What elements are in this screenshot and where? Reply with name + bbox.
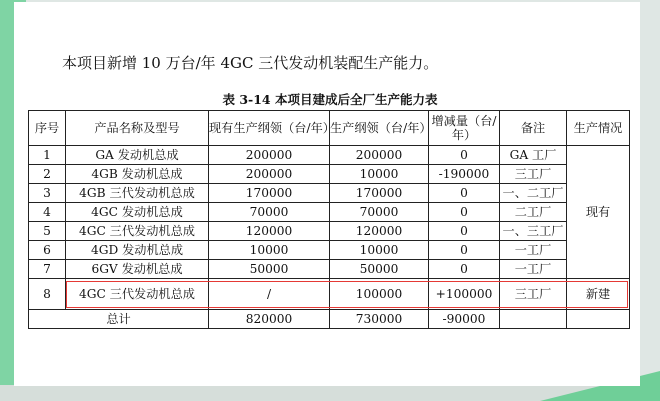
cell-total-label: 总计 (29, 310, 209, 329)
table-caption: 表 3-14 本项目建成后全厂生产能力表 (222, 92, 438, 107)
cell-status-new: 新建 (567, 279, 630, 310)
header-cell: 生产情况 (567, 111, 630, 146)
cell-product: 4GB 三代发动机总成 (66, 184, 209, 203)
cell-note: GA 工厂 (500, 146, 567, 165)
table-row (29, 184, 630, 203)
cell-capacity: 70000 (330, 203, 429, 222)
cell-capacity: 170000 (330, 184, 429, 203)
cell-index: 5 (29, 222, 66, 241)
cell-existing: 70000 (209, 203, 330, 222)
header-cell: 产品名称及型号 (66, 111, 209, 146)
cell-index: 4 (29, 203, 66, 222)
cell-index: 8 (29, 279, 66, 310)
cell-total-capacity: 730000 (330, 310, 429, 329)
header-cell: 序号 (29, 111, 66, 146)
header-cell: 备注 (500, 111, 567, 146)
cell-product: 4GC 三代发动机总成 (66, 222, 209, 241)
table-row (29, 165, 630, 184)
cell-capacity: 10000 (330, 165, 429, 184)
cell-capacity: 10000 (330, 241, 429, 260)
table-row (29, 241, 630, 260)
cell-index: 1 (29, 146, 66, 165)
cell-index: 6 (29, 241, 66, 260)
cell-product: 4GC 三代发动机总成 (66, 279, 209, 310)
cell-change: 0 (429, 146, 500, 165)
cell-change: -190000 (429, 165, 500, 184)
cell-existing: 200000 (209, 165, 330, 184)
table-row (29, 203, 630, 222)
table-row (29, 222, 630, 241)
cell-index: 2 (29, 165, 66, 184)
cell-index: 3 (29, 184, 66, 203)
cell-capacity: 50000 (330, 260, 429, 279)
table-row (29, 146, 630, 165)
cell-total-note (500, 310, 567, 329)
table-total-row (29, 310, 630, 329)
cell-existing: / (209, 279, 330, 310)
table-row (29, 260, 630, 279)
header-cell: 现有生产纲领（台/年） (209, 111, 330, 146)
header-cell: 生产纲领（台/年） (330, 111, 429, 146)
cell-note: 一、三工厂 (500, 222, 567, 241)
cell-note: 一、二工厂 (500, 184, 567, 203)
cell-product: 4GB 发动机总成 (66, 165, 209, 184)
cell-product: GA 发动机总成 (66, 146, 209, 165)
cell-note: 一工厂 (500, 260, 567, 279)
cell-change: 0 (429, 241, 500, 260)
cell-existing: 120000 (209, 222, 330, 241)
cell-existing: 50000 (209, 260, 330, 279)
highlight-box (66, 281, 628, 308)
intro-paragraph: 本项目新增 10 万台/年 4GC 三代发动机装配生产能力。 (62, 54, 439, 72)
cell-product: 4GC 发动机总成 (66, 203, 209, 222)
cell-status-existing: 现有 (567, 146, 630, 279)
cell-change: +100000 (429, 279, 500, 310)
cell-capacity: 100000 (330, 279, 429, 310)
cell-existing: 10000 (209, 241, 330, 260)
cell-note: 三工厂 (500, 279, 567, 310)
cell-capacity: 200000 (330, 146, 429, 165)
cell-product: 4GD 发动机总成 (66, 241, 209, 260)
cell-total-change: -90000 (429, 310, 500, 329)
cell-index: 7 (29, 260, 66, 279)
cell-change: 0 (429, 184, 500, 203)
table-header-row (29, 111, 630, 146)
cell-note: 二工厂 (500, 203, 567, 222)
cell-capacity: 120000 (330, 222, 429, 241)
cell-existing: 170000 (209, 184, 330, 203)
header-cell: 增减量（台/年） (429, 111, 500, 146)
cell-note: 三工厂 (500, 165, 567, 184)
cell-total-existing: 820000 (209, 310, 330, 329)
cell-total-status (567, 310, 630, 329)
cell-change: 0 (429, 203, 500, 222)
cell-product: 6GV 发动机总成 (66, 260, 209, 279)
cell-change: 0 (429, 260, 500, 279)
cell-change: 0 (429, 222, 500, 241)
cell-note: 一工厂 (500, 241, 567, 260)
cell-existing: 200000 (209, 146, 330, 165)
